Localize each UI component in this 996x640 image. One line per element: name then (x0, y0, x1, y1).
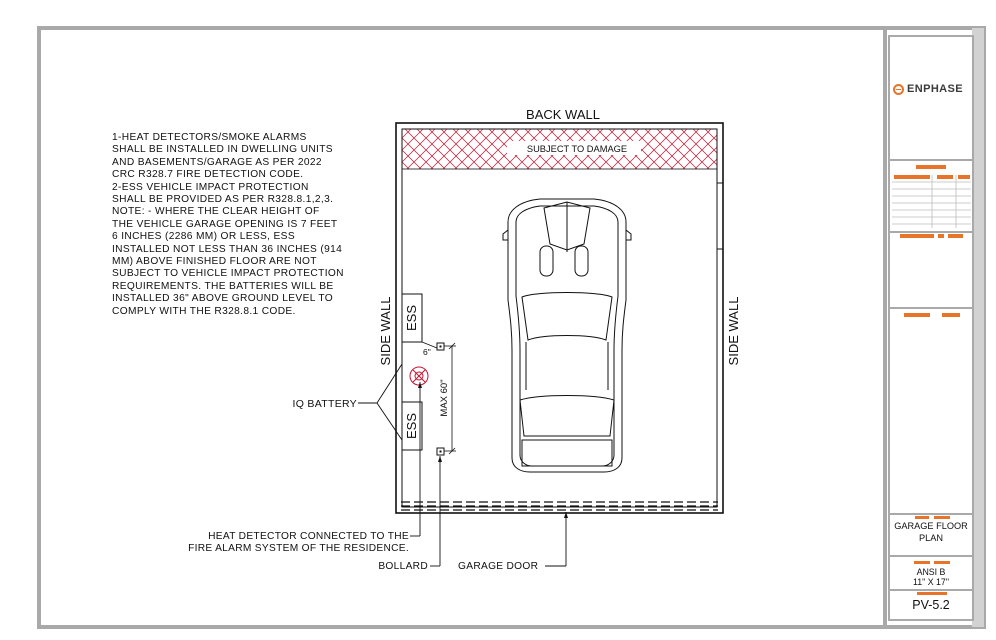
note-line: REQUIREMENTS. THE BATTERIES WILL BE (112, 280, 334, 292)
back-wall-label: BACK WALL (526, 107, 600, 122)
sheet-number: PV-5.2 (912, 598, 950, 612)
sheet-size (889, 567, 973, 587)
dim-6-label: 6" (423, 347, 431, 357)
car-symbol (503, 199, 631, 472)
note-line: INSTALLED 36" ABOVE GROUND LEVEL TO (112, 293, 334, 305)
bollard-label: BOLLARD (378, 561, 428, 572)
note-line: NOTE: - WHERE THE CLEAR HEIGHT OF (112, 206, 320, 218)
garage-door (401, 502, 718, 510)
bollard-bottom (437, 448, 444, 455)
code-notes (112, 132, 382, 318)
sheet-frame (39, 28, 984, 627)
note-line: SHALL BE INSTALLED IN DWELLING UNITS (112, 144, 333, 156)
note-line: THE VEHICLE GARAGE OPENING IS 7 FEET (112, 218, 338, 230)
side-wall-left-label: SIDE WALL (378, 296, 393, 366)
ess-battery-bottom (402, 402, 422, 450)
garage-walls (396, 123, 723, 513)
note-line: MM) ABOVE FINISHED FLOOR ARE NOT (112, 256, 317, 268)
sheet-size-line2: 11" X 17" (913, 577, 949, 587)
note-line: SHALL BE PROVIDED AS PER R328.8.1,2,3. (112, 194, 334, 206)
ess-top-label: ESS (404, 304, 419, 332)
iq-battery-label: IQ BATTERY (292, 398, 357, 410)
drawing-title (889, 521, 973, 544)
drawing-title-line2: PLAN (918, 532, 943, 543)
note-line: 6 INCHES (2286 MM) OR LESS, ESS (112, 231, 295, 243)
enphase-logo (893, 80, 973, 98)
side-wall-right-label: SIDE WALL (726, 296, 741, 366)
note-line: SUBJECT TO VEHICLE IMPACT PROTECTION (112, 268, 344, 280)
note-line: COMPLY WITH THE R328.8.1 CODE. (112, 305, 296, 317)
note-line: AND BASEMENTS/GARAGE AS PER 2022 (112, 156, 322, 168)
bollard-top (437, 343, 444, 350)
garage-door-label: GARAGE DOOR (458, 561, 539, 572)
enphase-logo-icon (893, 84, 904, 95)
ess-battery-top (402, 294, 422, 342)
sheet-size-line1: ANSI B (916, 567, 946, 577)
subject-to-damage-label: SUBJECT TO DAMAGE (526, 144, 628, 154)
company-name: ENPHASE (907, 83, 963, 95)
note-line: 2-ESS VEHICLE IMPACT PROTECTION (112, 181, 309, 193)
heat-detector-label-line1: HEAT DETECTOR CONNECTED TO THE (208, 531, 409, 542)
drawing-title-line1: GARAGE FLOOR (894, 521, 968, 531)
max-60-label: MAX 60" (439, 379, 450, 417)
heat-detector-label-line2: FIRE ALARM SYSTEM OF THE RESIDENCE. (188, 543, 409, 554)
note-line: CRC R328.7 FIRE DETECTION CODE. (112, 169, 304, 181)
heat-detector-symbol (410, 367, 428, 385)
note-line: INSTALLED NOT LESS THAN 36 INCHES (914 (112, 243, 343, 255)
ess-bottom-label: ESS (404, 412, 419, 440)
note-line: 1-HEAT DETECTORS/SMOKE ALARMS (112, 132, 307, 143)
